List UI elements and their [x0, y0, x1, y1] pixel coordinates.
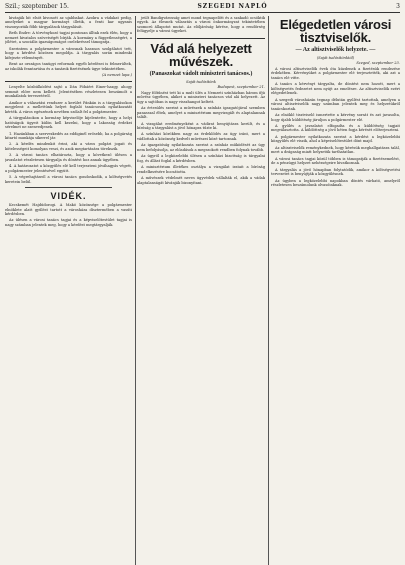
- paragraph: A gyűlés a javaslatot elfogadta és a küldöttség tagjait megválasztotta. A küldöttség a jövő héten fogja kérését előterjeszteni.: [271, 123, 400, 133]
- article-subheadline: (Panaszokat vádolt miniszteri tanácsos.): [149, 70, 253, 77]
- paragraph: 3. A városi tanács elhatározta, hogy a következő ülésen a javaslatot részletesen tárgyalja és döntést hoz annak ügyében.: [5, 153, 132, 162]
- article-dateline: Budapest, szeptember 21.: [217, 84, 265, 89]
- paragraph: 5. A végrehajtásról a városi tanács gondoskodik, a költségvetés keretein belül.: [5, 175, 132, 184]
- paragraph: A városi tanács tagjai közül többen is támogatják a fizetésemelést, de a pénzügyi helyzet nehézségeire hivatkoznak.: [271, 156, 400, 166]
- header-date: Szil.; szeptember 15.: [5, 3, 69, 10]
- paragraph: Az ügyben a legközelebbi napokban döntés várható, amelyről részletesen beszámolunk olvasóinknak.: [271, 178, 400, 187]
- article-headline: Vád alá helyezett művészek.: [150, 40, 252, 69]
- paragraph: Szerintem a polgármester a városnak hasznos szolgálatot tett, hogy a kérdést közösen megoldja. A tárgyalás során mindenki kifejezte véleményét.: [5, 46, 132, 60]
- section-divider: [137, 38, 265, 39]
- column-divider: [268, 16, 269, 565]
- paragraph: A tanács a kérvényt tárgyalta, de döntést nem hozott, mert a költségvetés fedezetet nem nyújt az emelésre. Az altisztviselők ezért elégedetlenek.: [271, 82, 400, 96]
- paragraph: Beth Endre: A törvényhozó tagjai pontosan álltak ezek élén, hogy a nemzet hivatalos szövetségét bírják. A kormány a függetlenségért, a jólétet, a szociális igazságosságot cselekvéssel támogatja.: [5, 31, 132, 45]
- paragraph: Amikor a választási rendszer a kerület Pánkán is a tárgyalásokon megjelent: a mellettünk helyet foglaló tanácsosok nyilatkozatát kérték. A város egészének nevében szólalt fel a polgármester.: [5, 100, 132, 114]
- column-3: [271, 16, 400, 565]
- column-1: [5, 16, 132, 565]
- paragraph: Nagy föltűnést tett ki a mult ülés a Nemzeti színházban három ifjú művész ügyében, akiket a miniszteri tanácsos vád alá helyezett. Az ügy a sajtóban is nagy visszhangot keltett.: [137, 90, 265, 104]
- paragraph: A vizsgálat eredményeként a vádirat benyújtásra került, és a bíróság a tárgyalást a jövő hónapra tűzte ki.: [137, 121, 265, 130]
- paragraph: 4. A határozatot a közgyűlés elé kell terjeszteni jóváhagyás végett, a polgármester jelentésével együtt.: [5, 164, 132, 173]
- paragraph: Az értesülés szerint a művészek a színház igazgatójával szemben panasszal éltek, amelyet a minisztérium megvizsgált és alaptalannak talált.: [137, 106, 265, 120]
- paragraph: Bent az országos tanügyi reformok egyéb kérdései is felmerültek, az iskolák fenntartása és a tanárok fizetésének ügye tekintetében.: [5, 62, 132, 71]
- paragraph: A polgármester nyilatkozata szerint a kérdést a legközelebbi közgyűlés elé viszik, ahol a képviselőtestület dönt majd.: [271, 134, 400, 144]
- paragraph: Az igazgatóság nyilatkozata szerint a színház működését az ügy nem befolyásolja, az előadások a megszokott rendben folynak tovább.: [137, 143, 265, 152]
- article-byline: Saját tudósítónk: [186, 79, 216, 84]
- paragraph: Az ügyről a legközelebbi ülésen a színházi bizottság is tárgyalni fog, és állást foglal a kérdésben.: [137, 154, 265, 163]
- article-subheadline: — Az altisztviselők helyzete. —: [295, 47, 376, 53]
- paragraph: Kecskemét Hajdúdorogi. A Makó közönsége a polgármester elnöklete alatt gyűlést tartott a városháza dísztermében a vasúti kérdésben.: [5, 203, 132, 216]
- article-byline: (Saját tudósítónktól): [316, 56, 355, 60]
- paragraph: A művészek védelmét neves ügyvédek vállalták el, akik a vádak alaptalanságát kívánják bizonyítani.: [137, 176, 265, 185]
- paragraph: Az elnöklő tisztviselő ismertette a kérvény sorsát és azt javasolta, hogy újabb küldöttség járuljon a polgármester elé.: [271, 113, 400, 122]
- section-title: VIDÉK.: [50, 191, 87, 202]
- paragraph: jeült Bandigvárosság amet mond tegnapelőtt és a szakadó ocsöktik egyek. Az élesnek választás a városi önkormányzat tekintetében szomorú állapotot mutat. Az elöljáróság kérése, hogy a rendőrség felügyelje a városi ügyeket.: [137, 16, 265, 34]
- paragraph: A szegedi városházán tegnap délután gyűlést tartottak, amelyen a városi altisztviselők nagy számban jelentek meg és helyzetükről tanácskoztak.: [271, 97, 400, 111]
- paragraph: A minisztérium illetékes osztálya a vizsgálat iratait a bíróság rendelkezésére bocsátotta.: [137, 165, 265, 174]
- article-headline: Elégedetlen városi tisztviselők.: [279, 17, 392, 45]
- columns: [5, 16, 400, 565]
- paragraph: Az altisztviselők reménykednek, hogy kérésük meghallgatásra talál, mert a drágaság miatt helyzetük tarthatatlan.: [271, 145, 400, 155]
- paragraph: A tárgyalás a jövő hónapban folytatódik, amikor a költségvetési tervezetet is benyújtják a közgyűlésnek.: [271, 167, 400, 177]
- paragraph: A városi altisztviselők évek óta küzdenek a fizetésük rendezése érdekében. Kérvényüket a polgármester elé terjesztették, aki azt a tanács elé vitte.: [271, 67, 400, 80]
- article-dateline: Szeged, szeptember 23.: [356, 61, 400, 65]
- paragraph: 1. Hazánkban a szervezkedés az eddiginél erősebb, ha a polgárság kitartó munkája sikerrel jár.: [5, 131, 132, 140]
- paragraph: 2. A kérdés mindenkit érint, aki a város polgári jogait és kötelességeit komolyan veszi, és azok megtartására törekszik.: [5, 142, 132, 151]
- masthead: SZEGEDI NAPLÓ: [197, 3, 268, 10]
- paragraph: Lenyelte közbülködést sajtó a Dán Fóbáért Einer-hazgy, ahogy semmit előre nem kellett. Jelentésében részletesen beszámolt a munkálatok tervezetéről.: [5, 85, 132, 99]
- article-signature: (A nemzet lapa.): [102, 72, 132, 77]
- page-number: 3: [396, 3, 400, 10]
- section-divider: [25, 187, 112, 188]
- column-2: [137, 16, 265, 565]
- section-divider: [5, 81, 132, 82]
- paragraph: Az ülésen a városi tanács tagjai és a képviselőtestület tagjai is nagy számban jelentek meg, hogy a kérdést megtárgyalják.: [5, 218, 132, 227]
- column-divider: [135, 16, 136, 565]
- paragraph: kivánják hit elsöt kivonott az ujabbakat. Azokra a vádakat pedig, amelyeket a magyar kormányt illetik, a fenti kar ugyanis viszonyozták főbb tárgyalások tárgyalását.: [5, 16, 132, 29]
- page-header: [5, 3, 400, 13]
- paragraph: A színházi körökben nagy az érdeklődés az ügy iránt, mert a vádlottak a közönség kedvelt művészei közé tartoznak.: [137, 132, 265, 141]
- paragraph: A tárgyalásokon a kormány képviselője kijelentette, hogy a helyi hatóságok ügyeit külön kell kezelni, hogy a lakosság érdekei sérelmet ne szenvedjenek.: [5, 116, 132, 130]
